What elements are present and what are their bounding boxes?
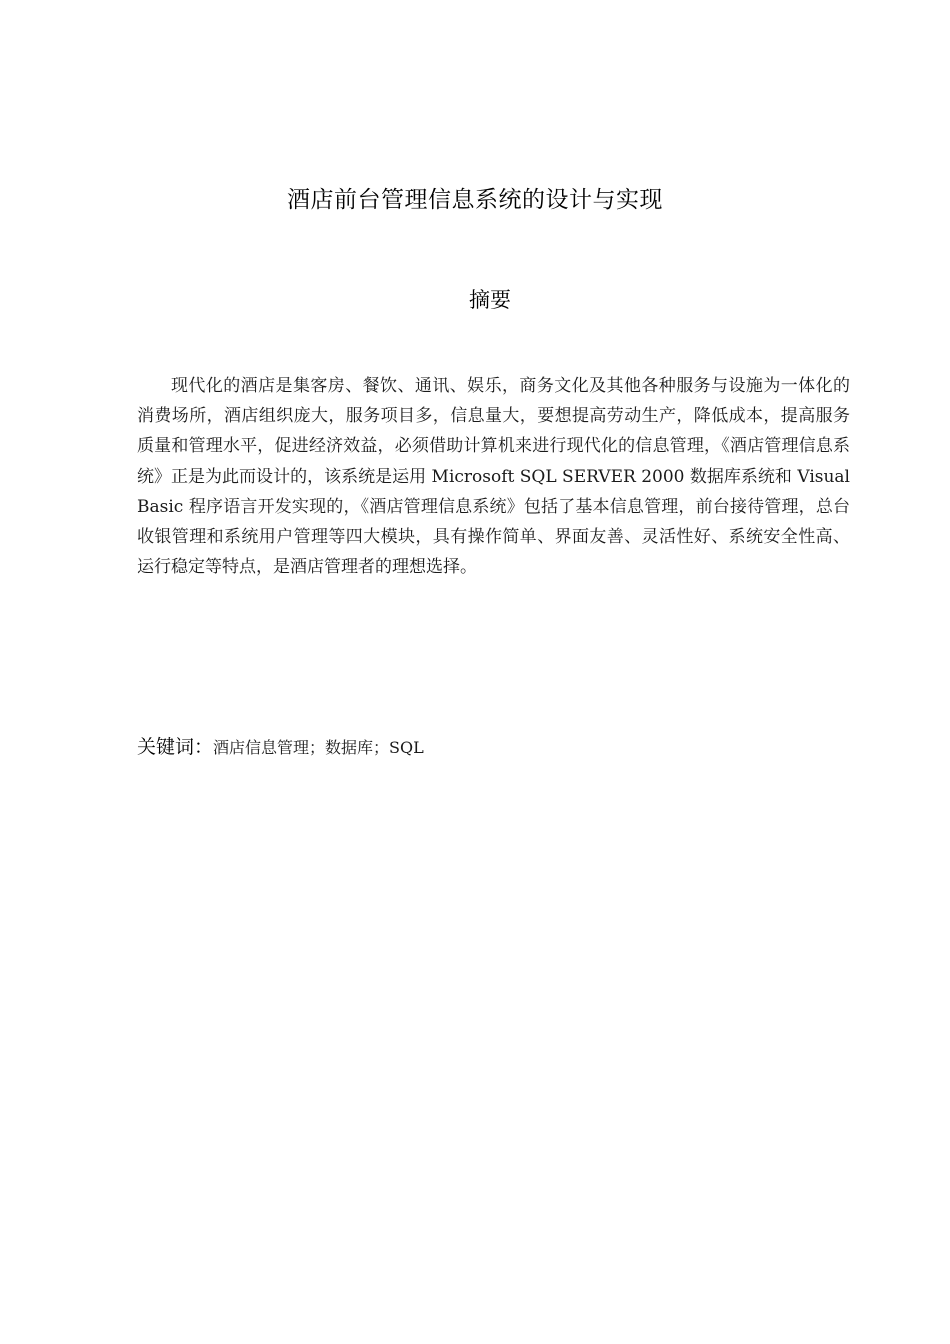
- document-title: 酒店前台管理信息系统的设计与实现: [287, 187, 663, 213]
- abstract-paragraph: 现代化的酒店是集客房、餐饮、通讯、娱乐，商务文化及其他各种服务与设施为一体化的消费场所，酒店组织庞大，服务项目多，信息量大，要想提高劳动生产，降低成本，提高服务质量和管理水平，促进经济效益，必须借助计算机来进行现代化的信息管理，《酒店管理信息系统》正是为此而设计的，该系统是运用 Microsoft SQL SERVER 2000 数据库系统和 Visual Basic 程序语言开发实现的，《酒店管理信息系统》包括了基本信息管理，前台接待管理，总台收银管理和系统用户管理等四大模块，具有操作简单、界面友善、灵活性好、系统安全性高、运行稳定等特点，是酒店管理者的理想选择。: [137, 376, 850, 578]
- keywords-line: [137, 732, 850, 763]
- keywords-label: 关键词：: [137, 736, 214, 758]
- keywords-value: 酒店信息管理；数据库；SQL: [213, 738, 424, 757]
- abstract-heading: 摘要: [469, 288, 511, 312]
